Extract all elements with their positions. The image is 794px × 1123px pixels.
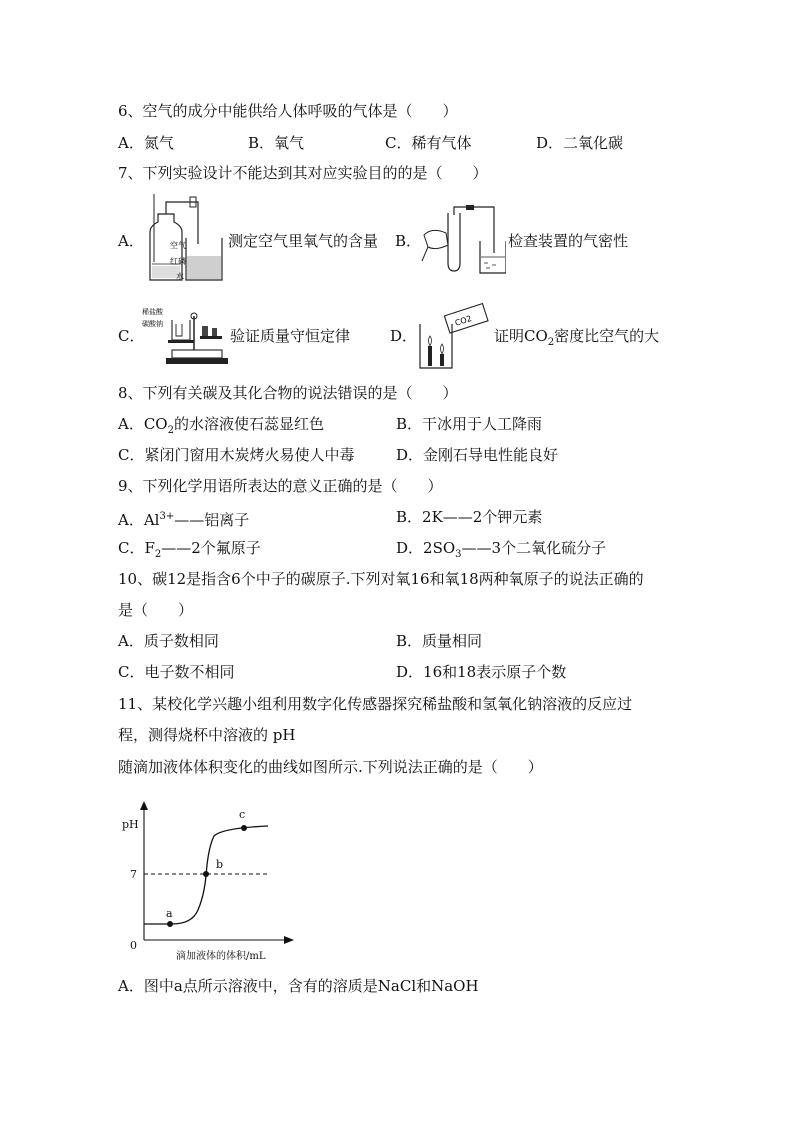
point-b-label: b — [216, 858, 224, 871]
q7-figc-acid-label: 稀盐酸 — [142, 308, 163, 316]
q9-option-b: B．2K——2个钾元素 — [396, 508, 543, 526]
q8-option-d: D．金刚石导电性能良好 — [396, 446, 559, 464]
x-axis-label: 滴加液体的体积/mL — [176, 951, 266, 962]
q6-option-d: D．二氧化碳 — [536, 134, 624, 152]
q9-option-a-post: ——铝离子 — [174, 511, 250, 529]
q8-option-b: B．干冰用于人工降雨 — [396, 415, 543, 433]
q7-label-c: C． — [118, 327, 145, 345]
q7-figa-water-label: 水 — [176, 272, 184, 281]
q6-option-b: B．氧气 — [248, 134, 305, 152]
q8-option-a-sub: 2 — [167, 425, 174, 436]
y-axis-label: pH — [122, 818, 139, 831]
q9-option-d-pre: D．2SO — [396, 539, 456, 557]
y-axis-arrow — [140, 801, 148, 810]
point-c — [241, 825, 247, 831]
q9-option-a-sup: 3+ — [159, 511, 175, 522]
q9-option-c-sub: 2 — [154, 549, 162, 560]
q7-figure-b — [418, 205, 506, 277]
q8-option-c: C．紧闭门窗用木炭烤火易使人中毒 — [118, 446, 355, 464]
q9-option-d-post: ——3个二氧化硫分子 — [461, 539, 607, 557]
q10-option-d: D．16和18表示原子个数 — [396, 663, 567, 681]
q7-text-b: 检查装置的气密性 — [508, 232, 629, 250]
q9-stem: 9、下列化学用语所表达的意义正确的是（ ） — [118, 477, 443, 495]
q11-option-a: A．图中a点所示溶液中，含有的溶质是NaCl和NaOH — [118, 977, 479, 995]
q7-figa-air-label: 空气 — [170, 241, 186, 250]
q7-text-c: 验证质量守恒定律 — [230, 327, 351, 345]
q11-stem-line2: 程，测得烧杯中溶液的 pH — [118, 726, 296, 744]
q8-stem: 8、下列有关碳及其化合物的说法错误的是（ ） — [118, 384, 458, 402]
q6-stem: 6、空气的成分中能供给人体呼吸的气体是（ ） — [118, 102, 458, 120]
q6-option-a: A．氮气 — [118, 134, 174, 152]
q8-option-a-post: 的水溶液使石蕊显红色 — [173, 415, 324, 433]
q7-text-d-post: 密度比空气的大 — [554, 327, 660, 345]
q7-figure-c — [142, 306, 230, 366]
q11-stem-line1: 11、某校化学兴趣小组利用数字化传感器探究稀盐酸和氢氧化钠溶液的反应过 — [118, 695, 633, 713]
q7-text-a: 测定空气里氧气的含量 — [228, 232, 379, 250]
q8-option-a — [118, 413, 324, 442]
q9-option-a-pre: A．Al — [118, 511, 160, 529]
q9-option-c — [118, 537, 261, 566]
q7-figa-phosphorus-label: 红磷 — [170, 257, 186, 266]
q7-figure-a — [140, 192, 228, 288]
point-c-label: c — [239, 808, 246, 821]
point-a — [167, 921, 173, 927]
x-axis-arrow — [284, 936, 294, 944]
q7-stem: 7、下列实验设计不能达到其对应实验目的的是（ ） — [118, 164, 488, 182]
q7-figc-carbonate-label: 碳酸钠 — [142, 320, 163, 328]
q10-stem-line2: 是（ ） — [118, 601, 194, 619]
q9-option-d — [396, 537, 606, 566]
q7-figd-co2-label: CO2 — [453, 313, 473, 328]
q9-option-d-sub: 3 — [455, 549, 462, 560]
q7-text-d-pre: 证明CO — [494, 327, 548, 345]
q7-label-b: B． — [395, 232, 422, 250]
q10-option-a: A．质子数相同 — [118, 632, 219, 650]
q10-option-b: B．质量相同 — [396, 632, 483, 650]
origin-label: 0 — [130, 939, 137, 952]
q9-option-c-pre: C．F — [118, 539, 155, 557]
q7-label-d: D． — [390, 327, 418, 345]
point-a-label: a — [166, 907, 173, 920]
q9-option-c-post: ——2个氟原子 — [161, 539, 261, 557]
q7-text-d-sub: 2 — [547, 337, 555, 348]
q7-figure-d — [412, 302, 490, 370]
q10-option-c: C．电子数不相同 — [118, 663, 235, 681]
ph7-tick-label: 7 — [130, 868, 137, 881]
q7-text-d — [494, 325, 659, 354]
point-b — [203, 871, 209, 877]
q7-label-a: A． — [118, 232, 144, 250]
q8-option-a-pre: A．CO — [118, 415, 168, 433]
q11-stem-line3: 随滴加液体体积变化的曲线如图所示.下列说法正确的是（ ） — [118, 758, 543, 776]
q9-option-a — [118, 506, 249, 531]
ph-curve-chart — [118, 800, 308, 965]
q10-stem-line1: 10、碳12是指含6个中子的碳原子.下列对氧16和氧18两种氧原子的说法正确的 — [118, 570, 644, 588]
q6-option-c: C．稀有气体 — [385, 134, 472, 152]
